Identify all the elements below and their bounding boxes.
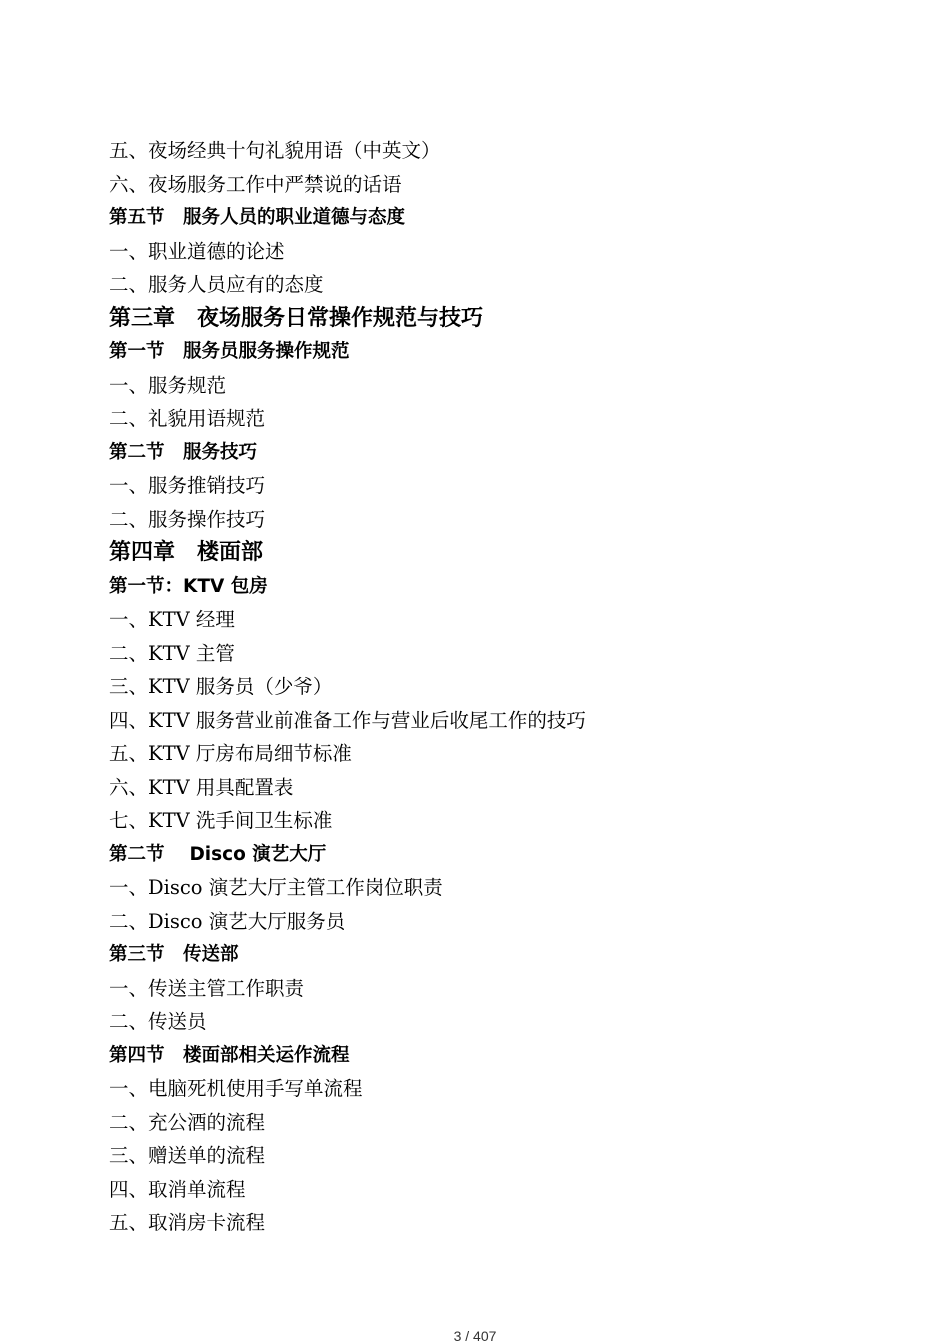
toc-item: 二、服务人员应有的态度 — [109, 273, 324, 296]
toc-item: 二、传送员 — [109, 1010, 207, 1033]
toc-item: 六、夜场服务工作中严禁说的话语 — [109, 172, 402, 196]
toc-item: 二、Disco 演艺大厅服务员 — [109, 909, 346, 933]
toc-item: 七、KTV 洗手间卫生标准 — [109, 809, 333, 832]
toc-chapter-heading: 第三章 夜场服务日常操作规范与技巧 — [109, 305, 484, 331]
toc-item: 一、传送主管工作职责 — [109, 976, 305, 1000]
toc-item: 二、充公酒的流程 — [109, 1110, 266, 1134]
toc-item: 二、服务操作技巧 — [109, 507, 266, 531]
toc-item: 五、KTV 厅房布局细节标准 — [109, 742, 352, 765]
toc-section-heading: 第一节 服务员服务操作规范 — [109, 341, 350, 362]
toc-section-heading: 第五节 服务人员的职业道德与态度 — [109, 207, 406, 228]
page-number: 3 / 407 — [453, 1328, 497, 1344]
toc-item: 二、礼貌用语规范 — [109, 407, 266, 430]
toc-section-heading: 第二节 Disco 演艺大厅 — [109, 843, 327, 865]
toc-item: 五、取消房卡流程 — [109, 1211, 266, 1234]
toc-item: 五、夜场经典十句礼貌用语（中英文） — [109, 139, 441, 162]
toc-item: 三、KTV 服务员（少爷） — [109, 675, 333, 698]
toc-item: 一、职业道德的论述 — [109, 239, 285, 263]
toc-section-heading: 第二节 服务技巧 — [109, 441, 258, 463]
toc-chapter-heading: 第四章 楼面部 — [109, 540, 264, 565]
toc-item: 六、KTV 用具配置表 — [109, 775, 294, 799]
toc-item: 一、Disco 演艺大厅主管工作岗位职责 — [109, 876, 443, 899]
toc-item: 二、KTV 主管 — [109, 641, 235, 665]
toc-item: 一、服务规范 — [109, 373, 227, 397]
toc-section-heading: 第四节 楼面部相关运作流程 — [109, 1044, 350, 1066]
toc-item: 三、赠送单的流程 — [109, 1144, 266, 1167]
toc-item: 一、服务推销技巧 — [109, 474, 266, 497]
toc-item: 四、KTV 服务营业前准备工作与营业后收尾工作的技巧 — [109, 708, 586, 732]
toc-section-heading: 第一节：KTV 包房 — [109, 575, 268, 597]
toc-item: 四、取消单流程 — [109, 1177, 246, 1201]
toc-item: 一、电脑死机使用手写单流程 — [109, 1077, 363, 1100]
table-of-contents — [109, 134, 889, 1240]
toc-item: 一、KTV 经理 — [109, 608, 235, 631]
toc-section-heading: 第三节 传送部 — [109, 944, 239, 965]
